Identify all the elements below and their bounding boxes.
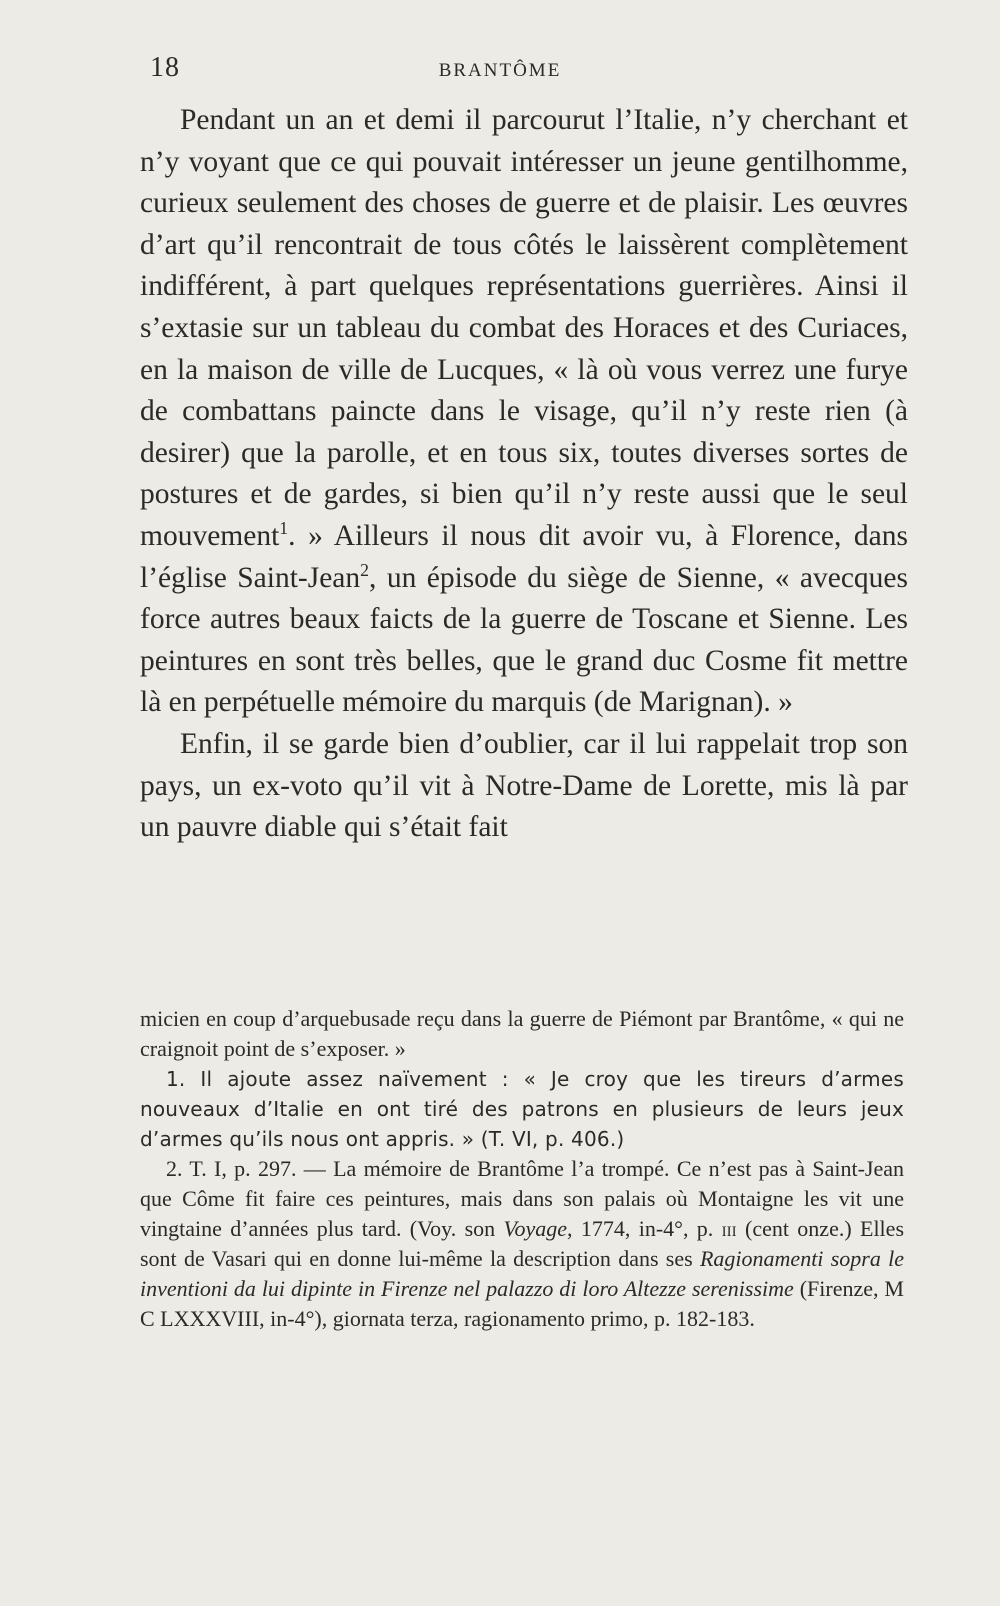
main-text xyxy=(140,100,908,849)
footnote-ref-1: 1 xyxy=(279,518,289,539)
footnotes xyxy=(140,1004,904,1334)
page-header xyxy=(150,52,910,92)
footnote-2-part-d: (Firenze, M C LXXXVIII, in-4°), giornata terza, ragionamento primo, p. 182-183. xyxy=(140,1276,904,1331)
footnote-continuation: micien en coup d’arquebusade reçu dans la guerre de Piémont par Brantôme, « qui ne craignoit point de s’exposer. » xyxy=(140,1006,904,1061)
footnote-ref-2: 2 xyxy=(360,559,369,580)
page-number: 18 xyxy=(150,52,180,83)
footnote-2-page: iii xyxy=(721,1216,737,1241)
paragraph-1 xyxy=(140,100,908,724)
footnote-2-title: Ragionamenti sopra le inventioni da lui dipinte in Firenze nel palazzo di loro Altezze serenissime xyxy=(140,1246,904,1301)
paragraph-1-tail: , un épisode du siège de Sienne, « avecques force autres beaux faicts de la guerre de Toscane et Sienne. Les peintures en sont très belles, que le grand duc Cosme fit mettre là en perpétuelle mémoire du marquis (de Marignan). » xyxy=(140,561,908,719)
footnote-1: 1. Il ajoute assez naïvement : « Je croy que les tireurs d’armes nouveaux d’Italie en ont tiré des patrons en plusieurs de leurs jeux d’armes qu’ils nous ont appris. » (T. VI, p. 406.) xyxy=(140,1067,904,1151)
paragraph-1-text: Pendant un an et demi il parcourut l’Italie, n’y cherchant et n’y voyant que ce qui pouvait intéresser un jeune gentilhomme, curieux seulement des choses de guerre et de plaisir. Les œuvres d’art qu’il rencontrait de tous côtés le laissèrent complètement indifférent, à part quelques représentations guerrières. Ainsi il s’extasie sur un tableau du combat des Horaces et des Curiaces, en la maison de ville de Lucques, « là où vous verrez une furye de combattans paincte dans le visage, qu’il n’y reste rien (à desirer) que la parolle, et en tous six, toutes diverses sortes de postures et de gardes, si bien qu’il n’y reste aussi que le seul mouvement xyxy=(140,104,908,552)
footnote-2 xyxy=(140,1154,904,1334)
paragraph-1-continued: . » Ailleurs il nous dit avoir vu, à Florence, dans l’église Saint-Jean xyxy=(140,519,908,594)
paragraph-2: Enfin, il se garde bien d’oublier, car il lui rappelait trop son pays, un ex-voto qu’il vit à Notre-Dame de Lorette, mis là par un pauvre diable qui s’était fait xyxy=(140,727,908,844)
footnote-2-part-a: 2. T. I, p. 297. — La mémoire de Brantôme l’a trompé. Ce n’est pas à Saint-Jean que Côme fit faire ces peintures, mais dans son palais où Montaigne les vit une vingtaine d’années plus tard. (Voy. son xyxy=(140,1156,904,1241)
running-head: BRANTÔME xyxy=(438,60,562,81)
footnote-2-part-b: , 1774, in-4°, p. xyxy=(567,1216,722,1241)
footnote-2-part-c: (cent onze.) Elles sont de Vasari qui en donne lui-même la description dans ses xyxy=(140,1216,904,1271)
footnote-2-voyage: Voyage xyxy=(503,1216,568,1241)
